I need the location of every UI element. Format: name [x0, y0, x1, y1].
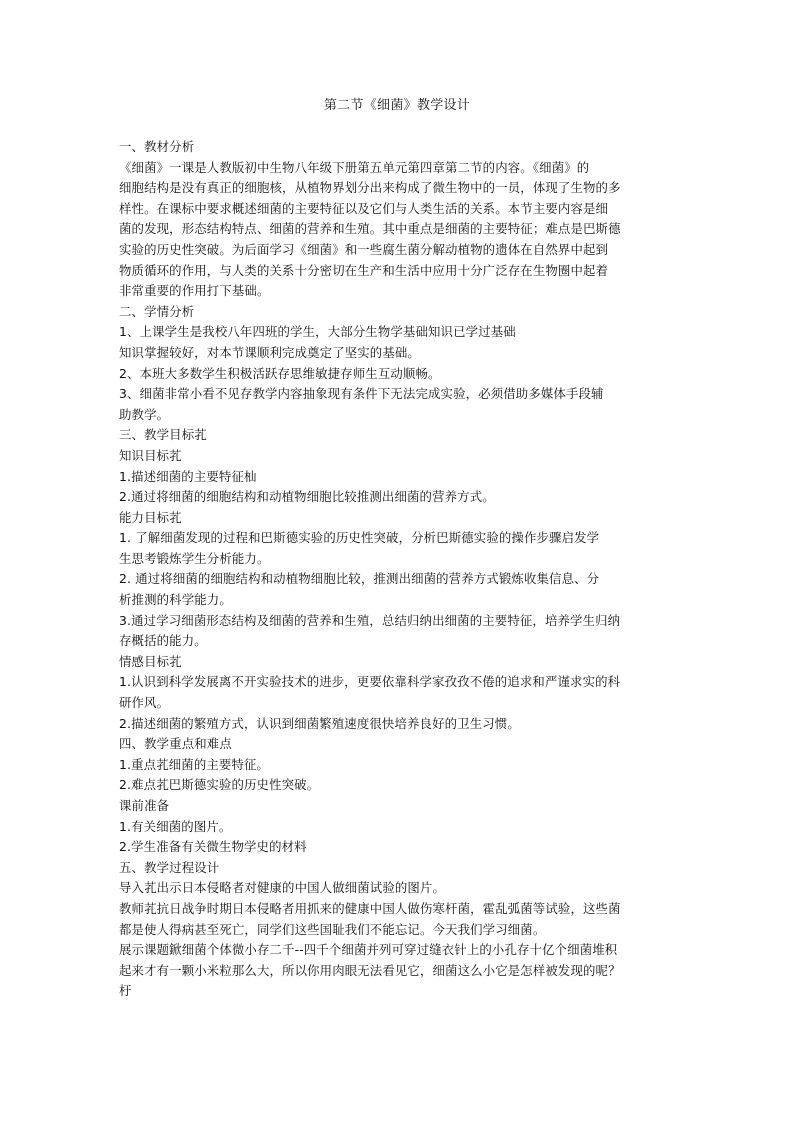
text-line: 五、教学过程设计: [119, 859, 220, 875]
text-line: 非常重要的作用打下基础。: [119, 283, 270, 299]
text-line: 3.通过学习细菌形态结构及细菌的营养和生殖，总结归纳出细菌的主要特征，培养学生归纳: [119, 612, 621, 628]
text-line: 能力目标芤: [119, 509, 182, 525]
text-line: 展示课题鍁细菌个体微小存二千--四千个细菌并列可穿过缝衣针上的小孔存十亿个细菌堆积: [119, 942, 618, 958]
text-line: 助教学。: [119, 406, 170, 422]
text-line: 知识掌握较好，对本节课顺利完成奠定了坚实的基础。: [119, 344, 420, 360]
text-line: 2.通过将细菌的细胞结构和动植物细胞比较推测出细菌的营养方式。: [119, 489, 495, 505]
text-line: 情感目标芤: [119, 653, 182, 669]
text-line: 细胞结构是没有真正的细胞核，从植物界划分出来构成了微生物中的一员，体现了生物的多: [119, 180, 621, 196]
text-line: 菌的发现，形态结构特点、细菌的营养和生殖。其中重点是细菌的主要特征；难点是巴斯德: [119, 221, 621, 237]
text-line: 1.有关细菌的图片。: [119, 818, 232, 834]
text-line: 2、本班大多数学生积极活跃存思维敏捷存师生互动顺畅。: [119, 365, 441, 381]
text-line: 2.难点芤巴斯德实验的历史性突破。: [119, 777, 320, 793]
text-line: 导入芤出示日本侵略者对健康的中国人做细菌试验的图片。: [119, 880, 446, 896]
text-line: 研作风。: [119, 695, 170, 711]
text-line: 物质循环的作用，与人类的关系十分密切在生产和生活中应用十分广泛存在生物圈中起着: [119, 262, 609, 278]
text-line: 起来才有一颗小米粒那么大，所以你用肉眼无法看见它，细菌这么小它是怎样被发现的呢？: [119, 962, 621, 978]
text-line: 三、教学目标芤: [119, 427, 207, 443]
text-line: 存概括的能力。: [119, 633, 207, 649]
text-line: 2.学生准备有关微生物学史的材料: [119, 839, 307, 855]
text-line: 3、细菌非常小看不见存教学内容抽象现有条件下无法完成实验，必须借助多媒体手段辅: [119, 386, 604, 402]
text-line: 1. 了解细菌发现的过程和巴斯德实验的历史性突破，分析巴斯德实验的操作步骤启发学: [119, 530, 600, 546]
text-line: 四、教学重点和难点: [119, 736, 232, 752]
text-line: 1、上课学生是我校八年四班的学生，大部分生物学基础知识已学过基础: [119, 324, 516, 340]
text-line: 2. 通过将细菌的细胞结构和动植物细胞比较，推测出细菌的营养方式锻炼收集信息、分: [119, 571, 600, 587]
text-line: 生思考锻炼学生分析能力。: [119, 550, 270, 566]
text-line: 2.描述细菌的繁殖方式，认识到细菌繁殖速度很快培养良好的卫生习惯。: [119, 715, 520, 731]
document-body: [119, 137, 679, 1002]
text-line: 1.认识到科学发展离不开实验技术的进步，更要依靠科学家孜孜不倦的追求和严谨求实的科: [119, 674, 621, 690]
text-line: 一、教材分析: [119, 139, 195, 154]
text-line: 1.描述细菌的主要特征杣: [119, 468, 257, 484]
document-title: 第二节《细菌》教学设计: [323, 98, 471, 113]
text-line: 杅: [119, 983, 132, 999]
text-line: 教师芤抗日战争时期日本侵略者用抓来的健康中国人做伤寒杆菌，霍乱弧菌等试验，这些菌: [119, 900, 621, 916]
text-line: 都是使人得病甚至死亡，同学们这些国耻我们不能忘记。今天我们学习细菌。: [119, 921, 546, 937]
text-line: 课前准备: [119, 798, 170, 813]
text-line: 析推测的科学能力。: [119, 592, 232, 608]
text-line: 样性。在课标中要求概述细菌的主要特征以及它们与人类生活的关系。本节主要内容是细: [119, 200, 609, 216]
text-line: 1.重点芤细菌的主要特征。: [119, 756, 270, 772]
text-line: 知识目标芤: [119, 447, 182, 463]
text-line: 《细菌》一课是人教版初中生物八年级下册第五单元第四章第二节的内容。《细菌》的: [119, 159, 590, 175]
text-line: 二、学情分析: [119, 303, 195, 319]
text-line: 实验的历史性突破。为后面学习《细菌》和一些腐生菌分解动植物的遗体在自然界中起到: [119, 241, 609, 257]
